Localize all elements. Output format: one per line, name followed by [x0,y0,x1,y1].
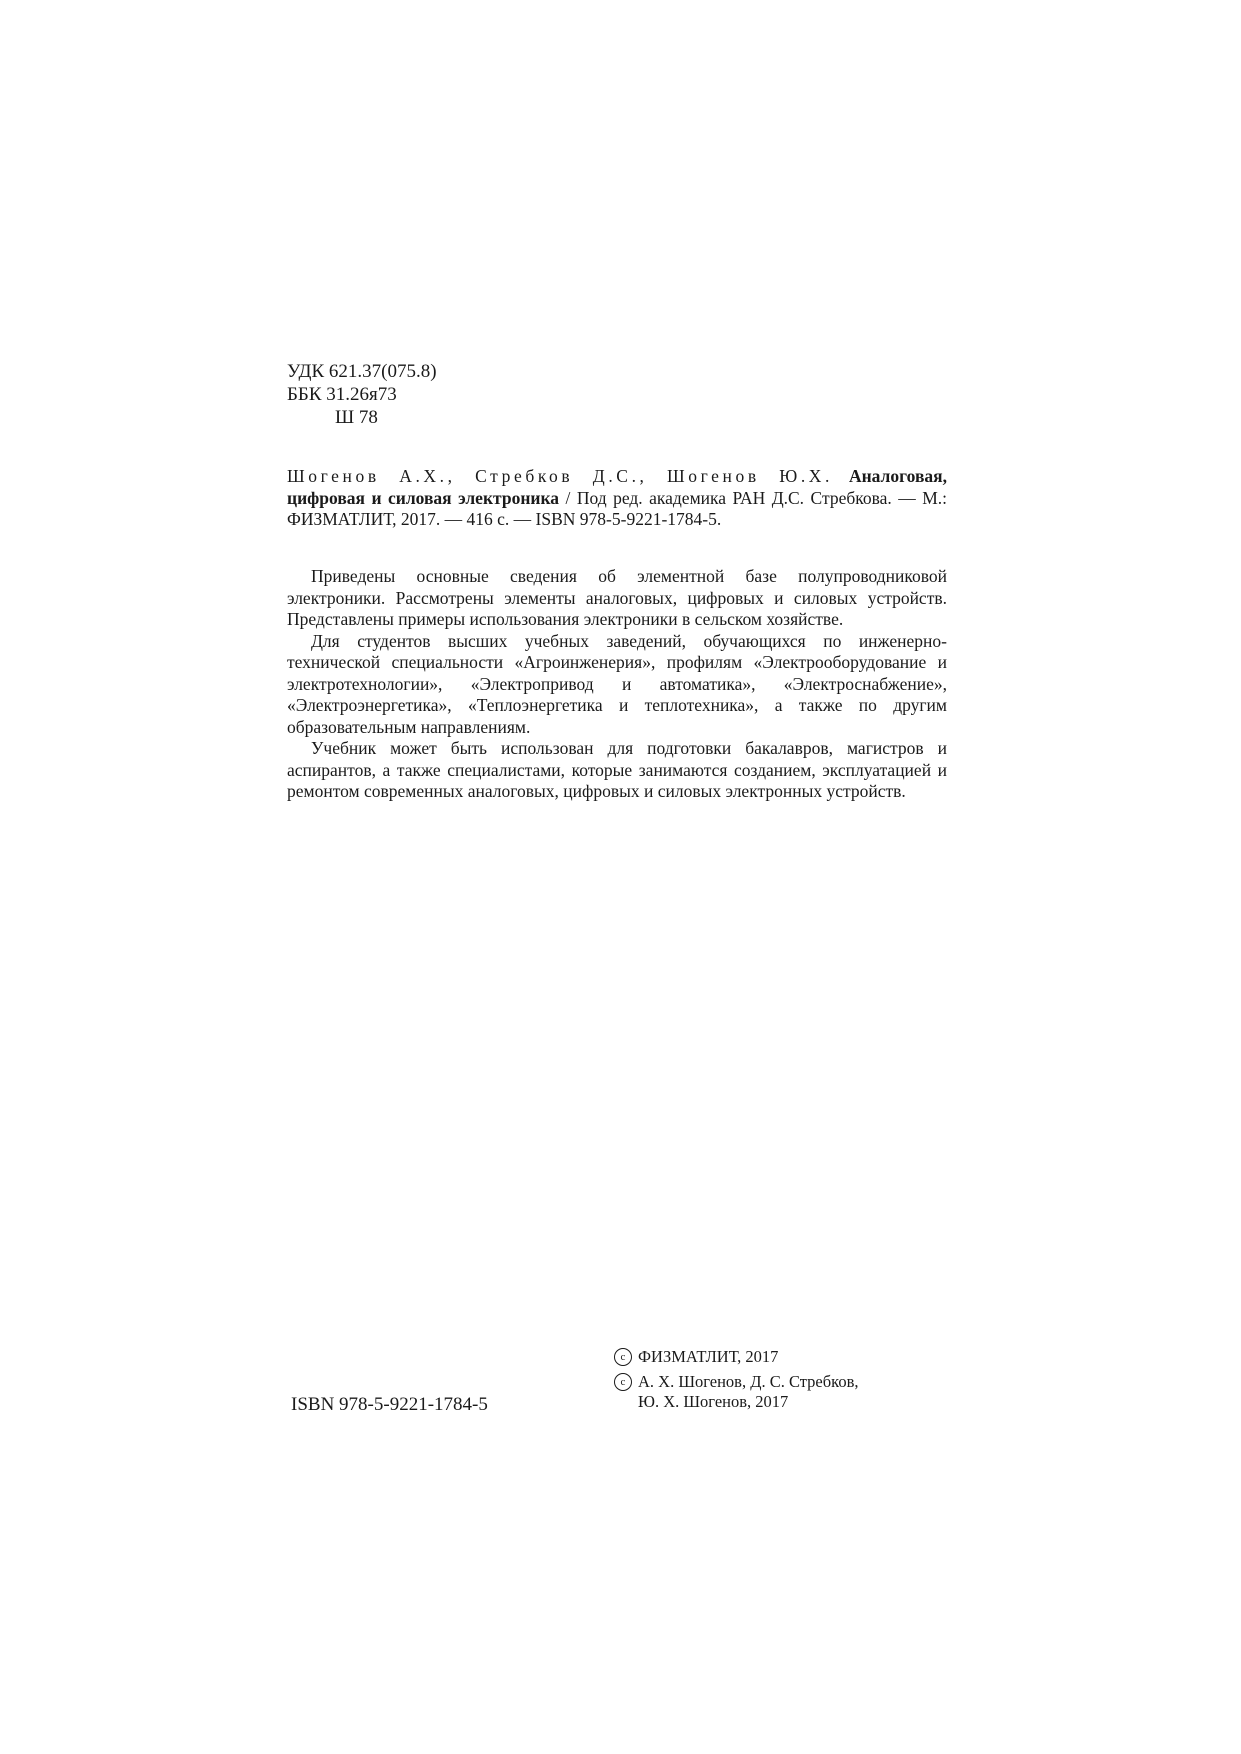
copyright-authors [614,1372,859,1412]
classification-block [287,360,437,429]
isbn: ISBN 978-5-9221-1784-5 [291,1394,488,1415]
citation-details: / Под ред. академика РАН Д.С. Стребкова. — М.: ФИЗМАТЛИТ, 2017. — 416 с. — ISBN 978-5-9221-1784-5. [287,487,948,529]
author-mark: Ш 78 [335,407,378,428]
copyright-authors-text [638,1372,859,1412]
annotation-paragraph: Приведены основные сведения об элементной базе полупроводниковой электроники. Рассмотрены элементы аналоговых, цифровых и силовых устройств. Представлены примеры использования электроники в сельском хозяйстве. [287,566,947,629]
bbk-code: ББК 31.26я73 [287,384,397,405]
citation-authors: Шогенов А.Х., Стребков Д.С., Шогенов Ю.Х. [287,466,834,486]
citation-title: Аналоговая, цифровая и силовая электроника [287,466,947,508]
copyright-publisher [614,1347,859,1367]
copyright-icon: c [614,1373,632,1391]
annotation-paragraph: Для студентов высших учебных заведений, обучающихся по инженерно-технической специальности «Агроинженерия», профилям «Электрооборудование и электротехнологии», «Электропривод и автоматика», «Электроснабжение», «Электроэнергетика», «Теплоэнергетика и теплотехника», а также по другим образовательным направлениям. [287,630,947,737]
udk-code: УДК 621.37(075.8) [287,361,437,382]
annotation [287,566,947,803]
bibliographic-citation [287,466,947,531]
copyright-authors-line: А. Х. Шогенов, Д. С. Стребков, [638,1372,859,1391]
copyright-publisher-text: ФИЗМАТЛИТ, 2017 [638,1347,779,1366]
copyright-icon: c [614,1348,632,1366]
annotation-paragraph: Учебник может быть использован для подготовки бакалавров, магистров и аспирантов, а также специалистами, которые занимаются созданием, эксплуатацией и ремонтом современных аналоговых, цифровых и силовых электронных устройств. [287,738,947,801]
copyright-block [614,1347,859,1417]
copyright-authors-line: Ю. Х. Шогенов, 2017 [638,1392,789,1411]
